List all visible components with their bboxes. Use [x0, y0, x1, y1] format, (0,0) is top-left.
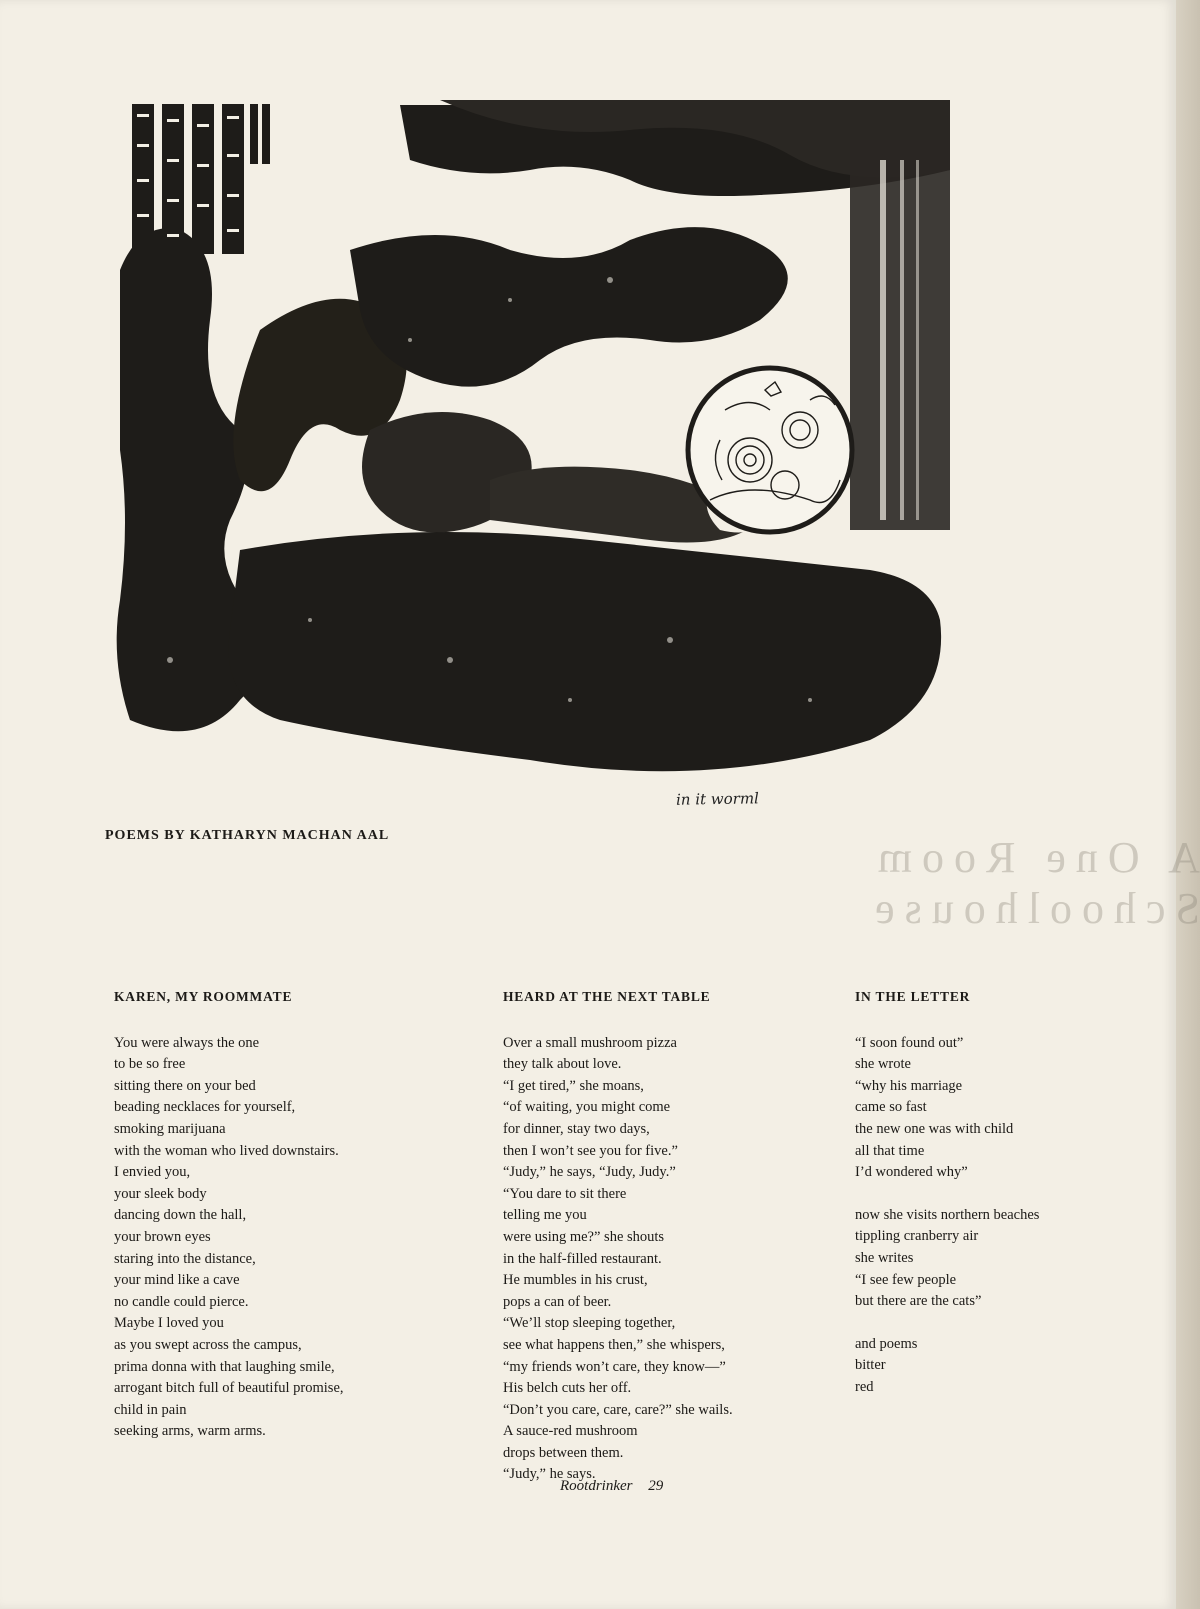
- poem-line: prima donna with that laughing smile,: [114, 1358, 335, 1375]
- poem-line: He mumbles in his crust,: [503, 1272, 648, 1289]
- calligraphy-block: [130, 104, 280, 264]
- poem-line: Maybe I loved you: [114, 1315, 224, 1332]
- poem-line: “Judy,” he says.: [503, 1466, 596, 1483]
- poem-line: red: [855, 1378, 874, 1395]
- poem-line: His belch cuts her off.: [503, 1380, 632, 1397]
- poem-line: drops between them.: [503, 1444, 624, 1461]
- poem-line: now she visits northern beaches: [855, 1206, 1040, 1223]
- poem-line: sitting there on your bed: [114, 1077, 256, 1094]
- poem-line: “You dare to sit there: [503, 1185, 627, 1202]
- poem-line: “Don’t you care, care, care?” she wails.: [503, 1401, 733, 1418]
- poem-line: “of waiting, you might come: [503, 1099, 671, 1116]
- poem-body: [855, 1033, 1039, 1399]
- poem-line: “why his marriage: [855, 1077, 963, 1094]
- poem-line: to be so free: [114, 1056, 186, 1073]
- poem-line: she wrote: [855, 1056, 911, 1073]
- poem-line: dancing down the hall,: [114, 1207, 247, 1224]
- poem-line: Over a small mushroom pizza: [503, 1034, 677, 1051]
- poem-line: see what happens then,” she whispers,: [503, 1336, 725, 1353]
- poem-line: and poems: [855, 1335, 918, 1352]
- poem-line: but there are the cats”: [855, 1293, 982, 1310]
- poem-line: arrogant bitch full of beautiful promise,: [114, 1380, 344, 1397]
- poem-in-the-letter: [855, 986, 1039, 1399]
- poem-line: smoking marijuana: [114, 1120, 226, 1137]
- poem-line: child in pain: [114, 1401, 187, 1418]
- poem-line: A sauce-red mushroom: [503, 1423, 638, 1440]
- poem-body: [503, 1033, 733, 1486]
- poem-line: as you swept across the campus,: [114, 1336, 302, 1353]
- page-number: 29: [648, 1478, 664, 1494]
- poem-line: “I see few people: [855, 1271, 957, 1288]
- poem-line: I’d wondered why”: [855, 1164, 968, 1181]
- byline: POEMS BY KATHARYN MACHAN AAL: [105, 828, 390, 843]
- poem-line: “I get tired,” she moans,: [503, 1077, 644, 1094]
- poem-line: “Judy,” he says, “Judy, Judy.”: [503, 1164, 676, 1181]
- poem-line: then I won’t see you for five.”: [503, 1142, 678, 1159]
- poem-line: “my friends won’t care, they know—”: [503, 1358, 726, 1375]
- poem-line: “I soon found out”: [855, 1034, 964, 1051]
- poem-line: your mind like a cave: [114, 1272, 240, 1289]
- poem-next-table: [503, 986, 733, 1486]
- poem-line: for dinner, stay two days,: [503, 1120, 650, 1137]
- poem-line: came so fast: [855, 1099, 927, 1116]
- show-through-title: A One Room Schoolhouse: [865, 833, 1200, 933]
- poem-karen: [114, 986, 344, 1443]
- poem-line: your brown eyes: [114, 1228, 211, 1245]
- publication-name: Rootdrinker: [560, 1478, 633, 1494]
- poem-line: tippling cranberry air: [855, 1228, 979, 1245]
- poem-line: I envied you,: [114, 1164, 191, 1181]
- page-edge: [1176, 0, 1200, 1609]
- poem-line: with the woman who lived downstairs.: [114, 1142, 339, 1159]
- poem-line: telling me you: [503, 1207, 587, 1224]
- poem-line: You were always the one: [114, 1034, 260, 1051]
- poem-line: staring into the distance,: [114, 1250, 256, 1267]
- poem-line: no candle could pierce.: [114, 1293, 249, 1310]
- artist-signature: in it worml: [675, 789, 760, 809]
- poem-line: all that time: [855, 1142, 925, 1159]
- poem-line: beading necklaces for yourself,: [114, 1099, 296, 1116]
- poem-line: “We’ll stop sleeping together,: [503, 1315, 676, 1332]
- poem-line: they talk about love.: [503, 1056, 622, 1073]
- poem-line: she writes: [855, 1249, 914, 1266]
- poem-line: bitter: [855, 1357, 886, 1374]
- poem-line: seeking arms, warm arms.: [114, 1423, 266, 1440]
- poem-title: KAREN, MY ROOMMATE: [114, 989, 293, 1004]
- poem-title: IN THE LETTER: [855, 989, 971, 1004]
- poem-line: in the half-filled restaurant.: [503, 1250, 662, 1267]
- stanza-break: [855, 1184, 1039, 1205]
- poem-line: pops a can of beer.: [503, 1293, 612, 1310]
- poem-line: your sleek body: [114, 1185, 207, 1202]
- poem-title: HEARD AT THE NEXT TABLE: [503, 989, 711, 1004]
- stanza-break: [855, 1313, 1039, 1334]
- page-footer: [560, 1478, 663, 1495]
- poem-line: were using me?” she shouts: [503, 1228, 665, 1245]
- poem-body: [114, 1033, 344, 1443]
- poem-line: the new one was with child: [855, 1120, 1014, 1137]
